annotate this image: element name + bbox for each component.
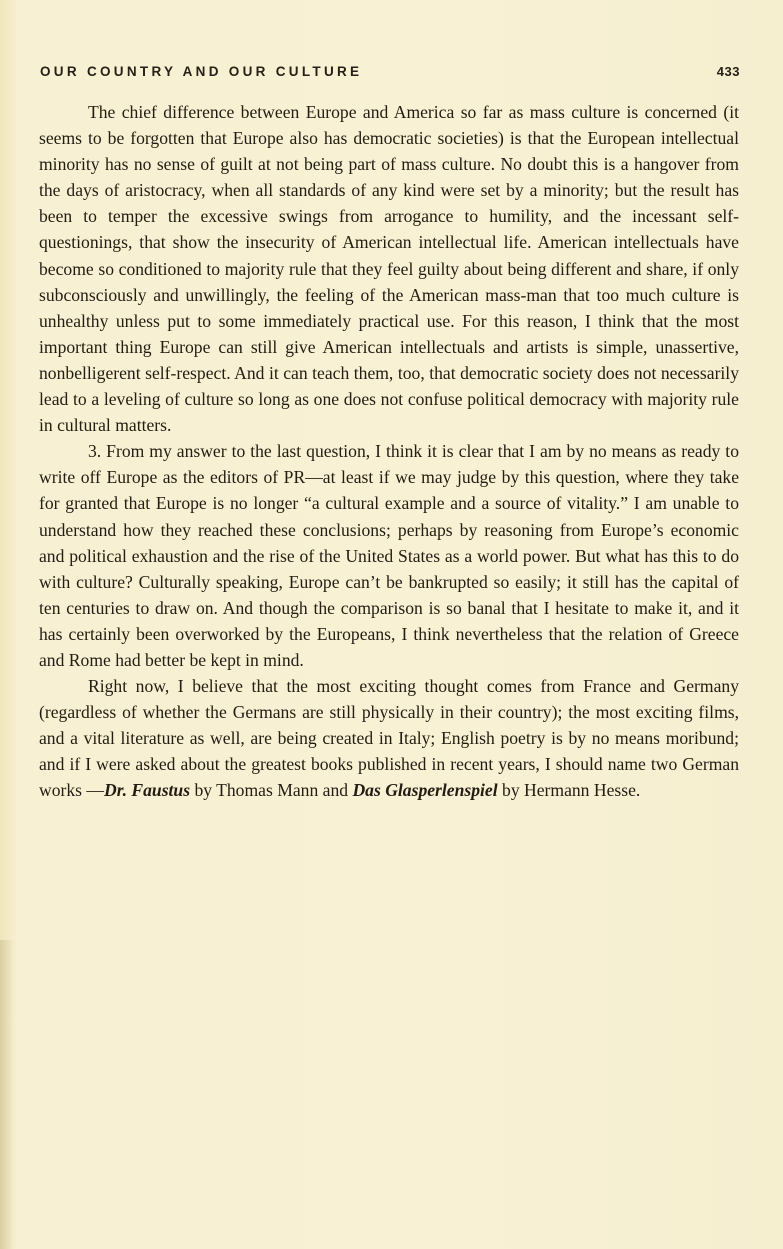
paragraph — [39, 438, 739, 673]
running-head-title: OUR COUNTRY AND OUR CULTURE — [40, 64, 363, 79]
paragraph-text: The chief difference between Europe and America so far as mass culture is concerned (it seems to be forgotten that Europe also has democratic societies) is that the European intellectual minority has no sense of guilt at not being part of mass culture. No doubt this is a hangover from the days of aristocracy, when all standards of any kind were set by a minority; but the result has been to temper the excessive swings from arrogance to humility, and the incessant self-questionings, that show the insecurity of American intellectual life. American intellectuals have become so conditioned to majority rule that they feel guilty about being different and share, if only subconsciously and unwillingly, the feeling of the American mass-man that too much culture is unhealthy unless put to some immediately practical use. For this reason, I think that the most important thing Europe can still give American intellectuals and artists is simple, unassertive, nonbelligerent self-respect. And it can teach them, too, that democratic society does not necessarily lead to a leveling of culture so long as one does not confuse political democracy with majority rule in cultural matters. — [39, 102, 739, 436]
book-title-das-glasperlenspiel: Das Glasperlenspiel — [352, 780, 498, 801]
paragraph-text: by Thomas Mann and — [190, 780, 353, 801]
page-number: 433 — [716, 64, 740, 79]
running-head — [40, 64, 740, 84]
paragraph — [39, 673, 739, 803]
book-title-dr-faustus: Dr. Faustus — [104, 780, 191, 801]
body-text — [39, 99, 739, 804]
paragraph-text: Right now, I believe that the most exciting thought comes from France and Germany (regardless of whether the Germans are still physically in their country); the most exciting films, and a vital literature as well, are being created in Italy; English poetry is by no means moribund; and if I were asked about the greatest books published in recent years, I should name two German works — — [39, 676, 739, 801]
page-edge-shadow — [0, 940, 14, 1249]
paragraph-text: by Hermann Hesse. — [497, 780, 641, 801]
paragraph — [39, 99, 739, 438]
paragraph-text: 3. From my answer to the last question, I think it is clear that I am by no means as ready to write off Europe as the editors of PR—at least if we may judge by this question, where they take for granted that Europe is no longer “a cultural example and a source of vitality.” I am unable to understand how they reached these conclusions; perhaps by reasoning from Europe’s economic and political exhaustion and the rise of the United States as a world power. But what has this to do with culture? Culturally speaking, Europe can’t be bankrupted so easily; it still has the capital of ten centuries to draw on. And though the comparison is so banal that I hesitate to make it, and it has certainly been overworked by the Europeans, I think nevertheless that the relation of Greece and Rome had better be kept in mind. — [39, 441, 739, 670]
